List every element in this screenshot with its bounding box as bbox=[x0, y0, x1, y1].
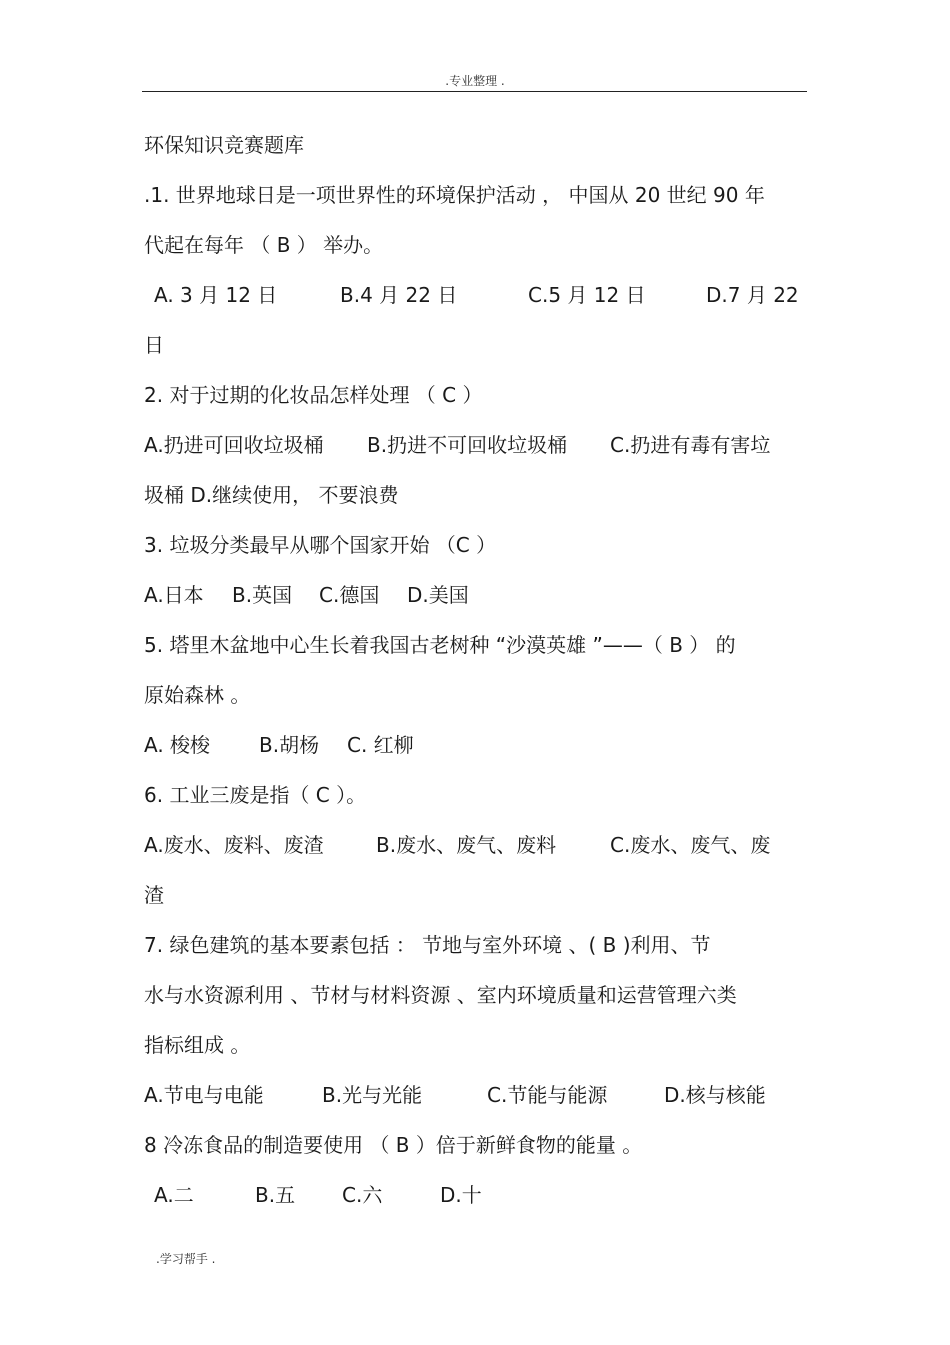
option-a: A. 3 月 12 日 bbox=[154, 283, 278, 307]
option-c: C.废水、废气、废 bbox=[610, 833, 771, 857]
option-d: D.7 月 22 bbox=[706, 283, 799, 307]
option-c: C.5 月 12 日 bbox=[528, 283, 646, 307]
option-a: A.日本 bbox=[144, 583, 204, 607]
option-a: A.废水、废料、废渣 bbox=[144, 833, 324, 857]
option-b: B.胡杨 bbox=[259, 733, 320, 757]
option-d: D.十 bbox=[440, 1183, 482, 1207]
question-1-wrap: 日 bbox=[144, 333, 164, 357]
document-title: 环保知识竞赛题库 bbox=[144, 133, 304, 157]
question-6-text: 6. 工业三废是指（ C ）。 bbox=[144, 783, 367, 807]
option-c: C.扔进有毒有害垃 bbox=[610, 433, 771, 457]
option-c: C.德国 bbox=[319, 583, 380, 607]
option-c: C.节能与能源 bbox=[487, 1083, 608, 1107]
question-6-wrap: 渣 bbox=[144, 883, 164, 907]
option-b: B.扔进不可回收垃圾桶 bbox=[367, 433, 568, 457]
question-8-options bbox=[144, 1170, 809, 1220]
question-2-line-2: 圾桶 D.继续使用， 不要浪费 bbox=[144, 483, 399, 507]
question-2-text: 2. 对于过期的化妆品怎样处理 （ C ） bbox=[144, 383, 483, 407]
question-bank bbox=[144, 120, 809, 1220]
option-b: B.英国 bbox=[232, 583, 293, 607]
question-7-line-2: 水与水资源利用 、节材与材料资源 、室内环境质量和运营管理六类 bbox=[144, 983, 737, 1007]
option-c: C. 红柳 bbox=[347, 733, 414, 757]
question-7-line-1: 7. 绿色建筑的基本要素包括 ： 节地与室外环境 、( B )利用、节 bbox=[144, 933, 711, 957]
question-7-line-3: 指标组成 。 bbox=[144, 1033, 251, 1057]
question-1-line-1: .1. 世界地球日是一项世界性的环境保护活动 ， 中国从 20 世纪 90 年 bbox=[144, 183, 765, 207]
option-a: A. 梭梭 bbox=[144, 733, 211, 757]
option-b: B.废水、废气、废料 bbox=[376, 833, 557, 857]
page-footer: .学习帮手 . bbox=[156, 1252, 216, 1266]
option-b: B.光与光能 bbox=[322, 1083, 423, 1107]
question-1-options bbox=[144, 270, 809, 320]
page-header: .专业整理 . bbox=[445, 74, 505, 88]
option-a: A.节电与电能 bbox=[144, 1083, 264, 1107]
question-8-text: 8 冷冻食品的制造要使用 （ B ）倍于新鲜食物的能量 。 bbox=[144, 1133, 643, 1157]
option-d: D.核与核能 bbox=[664, 1083, 766, 1107]
question-6-options bbox=[144, 820, 809, 870]
option-b: B.五 bbox=[255, 1183, 296, 1207]
option-c: C.六 bbox=[342, 1183, 383, 1207]
question-2-options bbox=[144, 420, 809, 470]
option-a: A.二 bbox=[154, 1183, 194, 1207]
question-5-options bbox=[144, 720, 809, 770]
option-b: B.4 月 22 日 bbox=[340, 283, 458, 307]
question-3-text: 3. 垃圾分类最早从哪个国家开始 （C ） bbox=[144, 533, 497, 557]
option-a: A.扔进可回收垃圾桶 bbox=[144, 433, 324, 457]
option-d: D.美国 bbox=[407, 583, 469, 607]
question-3-options bbox=[144, 570, 809, 620]
question-1-line-2: 代起在每年 （ B ） 举办。 bbox=[144, 233, 384, 257]
question-5-line-1: 5. 塔里木盆地中心生长着我国古老树种 “沙漠英雄 ”——（ B ） 的 bbox=[144, 633, 736, 657]
question-7-options bbox=[144, 1070, 809, 1120]
header-divider bbox=[142, 91, 807, 92]
question-5-line-2: 原始森林 。 bbox=[144, 683, 251, 707]
